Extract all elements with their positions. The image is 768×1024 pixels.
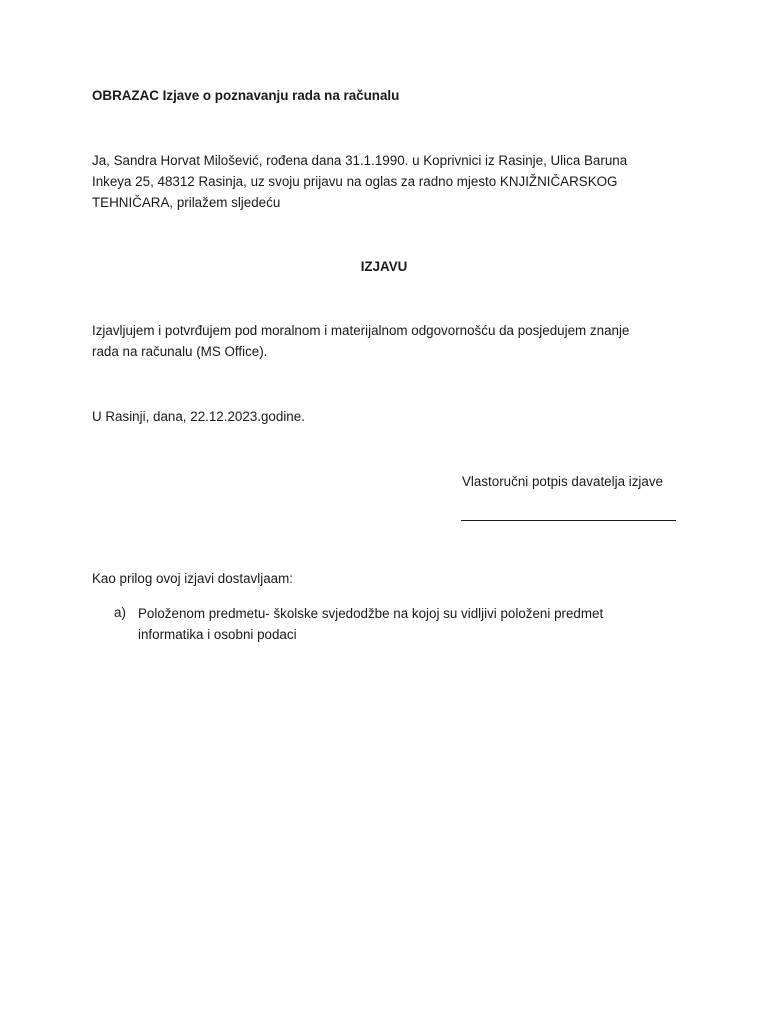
list-item-line: informatika i osobni podaci bbox=[138, 627, 297, 642]
intro-line: Ja, Sandra Horvat Milošević, rođena dana 31.1.1990. u Koprivnici iz Rasinje, Ulica Baruna bbox=[92, 153, 628, 168]
statement-heading: IZJAVU bbox=[360, 259, 408, 274]
place-date: U Rasinji, dana, 22.12.2023.godine. bbox=[92, 409, 305, 424]
statement-line: Izjavljujem i potvrđujem pod moralnom i materijalnom odgovornošću da posjedujem znanje bbox=[92, 323, 630, 338]
intro-line: TEHNIČARA, prilažem sljedeću bbox=[92, 195, 281, 210]
signature-line bbox=[461, 520, 676, 521]
list-item-line: Položenom predmetu- školske svjedodžbe na kojoj su vidljivi položeni predmet bbox=[138, 606, 604, 621]
list-item bbox=[138, 603, 603, 645]
document-title: OBRAZAC Izjave o poznavanju rada na računalu bbox=[92, 88, 400, 103]
intro-paragraph bbox=[92, 150, 627, 213]
signature-label: Vlastoručni potpis davatelja izjave bbox=[462, 474, 663, 489]
statement-line: rada na računalu (MS Office). bbox=[92, 344, 268, 359]
attachment-intro: Kao prilog ovoj izjavi dostavljaam: bbox=[92, 571, 293, 586]
statement-paragraph bbox=[92, 320, 629, 362]
list-marker: a) bbox=[114, 605, 126, 620]
intro-line: Inkeya 25, 48312 Rasinja, uz svoju prijavu na oglas za radno mjesto KNJIŽNIČARSKOG bbox=[92, 174, 618, 189]
